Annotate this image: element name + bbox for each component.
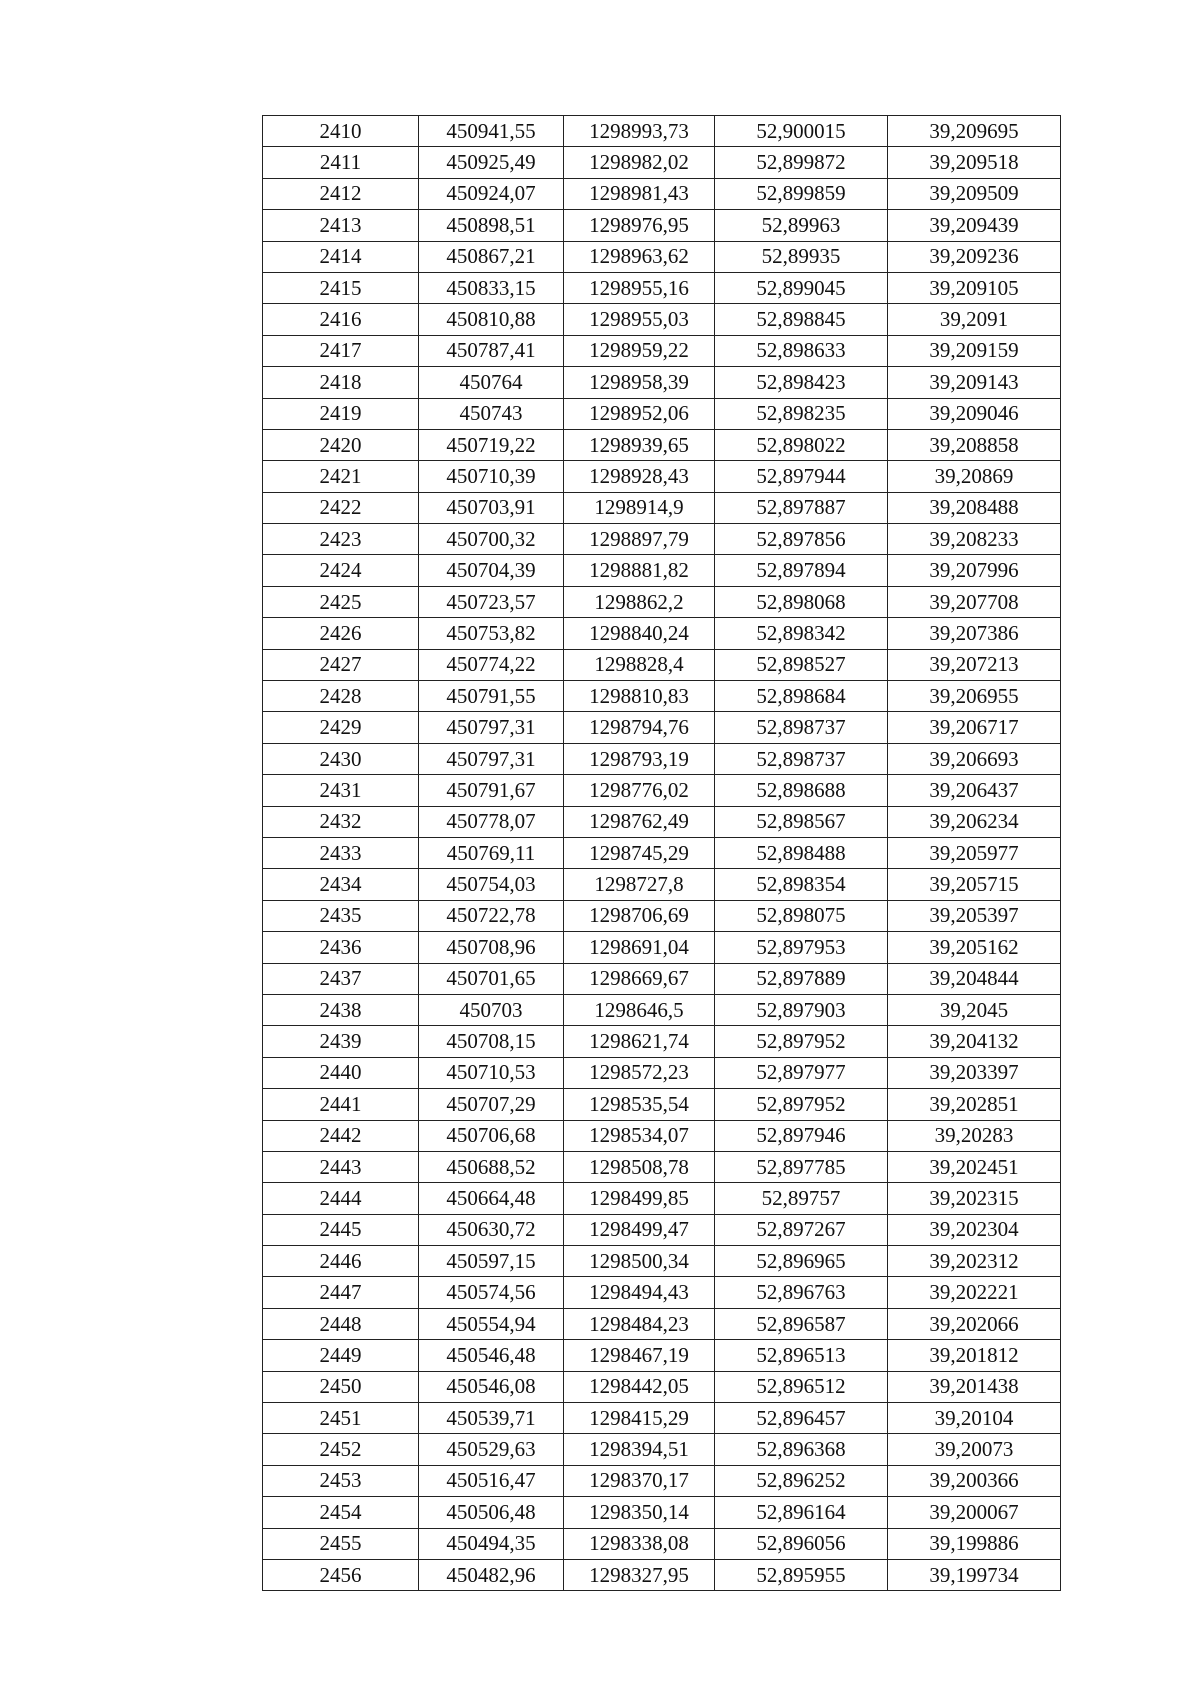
y-coordinate-cell: 1298745,29 [564, 837, 715, 868]
latitude-cell: 52,898527 [715, 649, 888, 680]
longitude-cell: 39,202851 [888, 1089, 1061, 1120]
table-row [263, 178, 1061, 209]
y-coordinate-cell: 1298776,02 [564, 775, 715, 806]
point-number-cell: 2443 [263, 1151, 419, 1182]
y-coordinate-cell: 1298976,95 [564, 210, 715, 241]
y-coordinate-cell: 1298955,16 [564, 272, 715, 303]
y-coordinate-cell: 1298982,02 [564, 147, 715, 178]
point-number-cell: 2420 [263, 429, 419, 460]
x-coordinate-cell: 450791,67 [419, 775, 564, 806]
longitude-cell: 39,20869 [888, 461, 1061, 492]
y-coordinate-cell: 1298928,43 [564, 461, 715, 492]
y-coordinate-cell: 1298993,73 [564, 116, 715, 147]
longitude-cell: 39,200366 [888, 1465, 1061, 1496]
y-coordinate-cell: 1298534,07 [564, 1120, 715, 1151]
latitude-cell: 52,89963 [715, 210, 888, 241]
latitude-cell: 52,897952 [715, 1089, 888, 1120]
latitude-cell: 52,897944 [715, 461, 888, 492]
point-number-cell: 2430 [263, 743, 419, 774]
table-row [263, 900, 1061, 931]
y-coordinate-cell: 1298646,5 [564, 994, 715, 1025]
y-coordinate-cell: 1298939,65 [564, 429, 715, 460]
table-row [263, 1465, 1061, 1496]
longitude-cell: 39,199886 [888, 1528, 1061, 1559]
point-number-cell: 2428 [263, 681, 419, 712]
point-number-cell: 2444 [263, 1183, 419, 1214]
latitude-cell: 52,898737 [715, 743, 888, 774]
x-coordinate-cell: 450867,21 [419, 241, 564, 272]
x-coordinate-cell: 450787,41 [419, 335, 564, 366]
x-coordinate-cell: 450708,15 [419, 1026, 564, 1057]
latitude-cell: 52,900015 [715, 116, 888, 147]
y-coordinate-cell: 1298762,49 [564, 806, 715, 837]
longitude-cell: 39,209439 [888, 210, 1061, 241]
table-row [263, 461, 1061, 492]
point-number-cell: 2418 [263, 367, 419, 398]
longitude-cell: 39,203397 [888, 1057, 1061, 1088]
x-coordinate-cell: 450898,51 [419, 210, 564, 241]
x-coordinate-cell: 450743 [419, 398, 564, 429]
x-coordinate-cell: 450516,47 [419, 1465, 564, 1496]
table-row [263, 649, 1061, 680]
point-number-cell: 2441 [263, 1089, 419, 1120]
latitude-cell: 52,896056 [715, 1528, 888, 1559]
x-coordinate-cell: 450539,71 [419, 1403, 564, 1434]
x-coordinate-cell: 450754,03 [419, 869, 564, 900]
x-coordinate-cell: 450941,55 [419, 116, 564, 147]
x-coordinate-cell: 450482,96 [419, 1559, 564, 1590]
x-coordinate-cell: 450546,08 [419, 1371, 564, 1402]
longitude-cell: 39,207708 [888, 586, 1061, 617]
longitude-cell: 39,202066 [888, 1308, 1061, 1339]
longitude-cell: 39,206234 [888, 806, 1061, 837]
table-row [263, 775, 1061, 806]
latitude-cell: 52,896587 [715, 1308, 888, 1339]
longitude-cell: 39,201812 [888, 1340, 1061, 1371]
table-row [263, 1120, 1061, 1151]
point-number-cell: 2447 [263, 1277, 419, 1308]
latitude-cell: 52,898845 [715, 304, 888, 335]
latitude-cell: 52,897894 [715, 555, 888, 586]
longitude-cell: 39,209236 [888, 241, 1061, 272]
latitude-cell: 52,898075 [715, 900, 888, 931]
table-row [263, 1308, 1061, 1339]
point-number-cell: 2432 [263, 806, 419, 837]
y-coordinate-cell: 1298881,82 [564, 555, 715, 586]
table-row [263, 1340, 1061, 1371]
y-coordinate-cell: 1298442,05 [564, 1371, 715, 1402]
x-coordinate-cell: 450723,57 [419, 586, 564, 617]
latitude-cell: 52,898068 [715, 586, 888, 617]
point-number-cell: 2410 [263, 116, 419, 147]
coordinates-table-body [263, 116, 1061, 1591]
table-row [263, 681, 1061, 712]
point-number-cell: 2453 [263, 1465, 419, 1496]
table-row [263, 116, 1061, 147]
table-row [263, 1434, 1061, 1465]
longitude-cell: 39,206955 [888, 681, 1061, 712]
latitude-cell: 52,898688 [715, 775, 888, 806]
longitude-cell: 39,208488 [888, 492, 1061, 523]
latitude-cell: 52,896252 [715, 1465, 888, 1496]
x-coordinate-cell: 450701,65 [419, 963, 564, 994]
longitude-cell: 39,209518 [888, 147, 1061, 178]
table-row [263, 555, 1061, 586]
x-coordinate-cell: 450753,82 [419, 618, 564, 649]
table-row [263, 963, 1061, 994]
longitude-cell: 39,209159 [888, 335, 1061, 366]
y-coordinate-cell: 1298793,19 [564, 743, 715, 774]
longitude-cell: 39,209143 [888, 367, 1061, 398]
y-coordinate-cell: 1298500,34 [564, 1246, 715, 1277]
y-coordinate-cell: 1298955,03 [564, 304, 715, 335]
latitude-cell: 52,897785 [715, 1151, 888, 1182]
latitude-cell: 52,896512 [715, 1371, 888, 1402]
point-number-cell: 2455 [263, 1528, 419, 1559]
x-coordinate-cell: 450706,68 [419, 1120, 564, 1151]
y-coordinate-cell: 1298706,69 [564, 900, 715, 931]
point-number-cell: 2438 [263, 994, 419, 1025]
table-row [263, 837, 1061, 868]
table-row [263, 1528, 1061, 1559]
latitude-cell: 52,897267 [715, 1214, 888, 1245]
table-row [263, 1183, 1061, 1214]
x-coordinate-cell: 450722,78 [419, 900, 564, 931]
point-number-cell: 2449 [263, 1340, 419, 1371]
longitude-cell: 39,2045 [888, 994, 1061, 1025]
table-row [263, 524, 1061, 555]
longitude-cell: 39,2091 [888, 304, 1061, 335]
longitude-cell: 39,208858 [888, 429, 1061, 460]
table-row [263, 586, 1061, 617]
x-coordinate-cell: 450710,53 [419, 1057, 564, 1088]
y-coordinate-cell: 1298494,43 [564, 1277, 715, 1308]
longitude-cell: 39,199734 [888, 1559, 1061, 1590]
longitude-cell: 39,206437 [888, 775, 1061, 806]
table-row [263, 1214, 1061, 1245]
table-row [263, 1057, 1061, 1088]
table-row [263, 1089, 1061, 1120]
longitude-cell: 39,206693 [888, 743, 1061, 774]
x-coordinate-cell: 450810,88 [419, 304, 564, 335]
longitude-cell: 39,202451 [888, 1151, 1061, 1182]
latitude-cell: 52,898567 [715, 806, 888, 837]
y-coordinate-cell: 1298338,08 [564, 1528, 715, 1559]
longitude-cell: 39,209046 [888, 398, 1061, 429]
latitude-cell: 52,896965 [715, 1246, 888, 1277]
latitude-cell: 52,897856 [715, 524, 888, 555]
table-row [263, 241, 1061, 272]
x-coordinate-cell: 450529,63 [419, 1434, 564, 1465]
x-coordinate-cell: 450719,22 [419, 429, 564, 460]
x-coordinate-cell: 450554,94 [419, 1308, 564, 1339]
y-coordinate-cell: 1298862,2 [564, 586, 715, 617]
table-row [263, 1026, 1061, 1057]
table-row [263, 1497, 1061, 1528]
latitude-cell: 52,897903 [715, 994, 888, 1025]
latitude-cell: 52,898684 [715, 681, 888, 712]
table-row [263, 304, 1061, 335]
x-coordinate-cell: 450664,48 [419, 1183, 564, 1214]
y-coordinate-cell: 1298508,78 [564, 1151, 715, 1182]
latitude-cell: 52,898342 [715, 618, 888, 649]
table-row [263, 1277, 1061, 1308]
latitude-cell: 52,898737 [715, 712, 888, 743]
point-number-cell: 2445 [263, 1214, 419, 1245]
y-coordinate-cell: 1298499,47 [564, 1214, 715, 1245]
y-coordinate-cell: 1298499,85 [564, 1183, 715, 1214]
x-coordinate-cell: 450769,11 [419, 837, 564, 868]
y-coordinate-cell: 1298981,43 [564, 178, 715, 209]
longitude-cell: 39,202221 [888, 1277, 1061, 1308]
x-coordinate-cell: 450630,72 [419, 1214, 564, 1245]
point-number-cell: 2413 [263, 210, 419, 241]
y-coordinate-cell: 1298484,23 [564, 1308, 715, 1339]
latitude-cell: 52,89935 [715, 241, 888, 272]
latitude-cell: 52,895955 [715, 1559, 888, 1590]
x-coordinate-cell: 450494,35 [419, 1528, 564, 1559]
point-number-cell: 2454 [263, 1497, 419, 1528]
y-coordinate-cell: 1298794,76 [564, 712, 715, 743]
coordinates-table [262, 115, 1061, 1591]
latitude-cell: 52,897977 [715, 1057, 888, 1088]
y-coordinate-cell: 1298535,54 [564, 1089, 715, 1120]
y-coordinate-cell: 1298394,51 [564, 1434, 715, 1465]
x-coordinate-cell: 450924,07 [419, 178, 564, 209]
latitude-cell: 52,898022 [715, 429, 888, 460]
latitude-cell: 52,899045 [715, 272, 888, 303]
y-coordinate-cell: 1298963,62 [564, 241, 715, 272]
longitude-cell: 39,200067 [888, 1497, 1061, 1528]
y-coordinate-cell: 1298828,4 [564, 649, 715, 680]
table-row [263, 869, 1061, 900]
y-coordinate-cell: 1298572,23 [564, 1057, 715, 1088]
point-number-cell: 2411 [263, 147, 419, 178]
y-coordinate-cell: 1298897,79 [564, 524, 715, 555]
y-coordinate-cell: 1298691,04 [564, 932, 715, 963]
x-coordinate-cell: 450833,15 [419, 272, 564, 303]
point-number-cell: 2436 [263, 932, 419, 963]
x-coordinate-cell: 450778,07 [419, 806, 564, 837]
y-coordinate-cell: 1298350,14 [564, 1497, 715, 1528]
point-number-cell: 2434 [263, 869, 419, 900]
y-coordinate-cell: 1298669,67 [564, 963, 715, 994]
point-number-cell: 2450 [263, 1371, 419, 1402]
x-coordinate-cell: 450797,31 [419, 712, 564, 743]
x-coordinate-cell: 450506,48 [419, 1497, 564, 1528]
latitude-cell: 52,897889 [715, 963, 888, 994]
x-coordinate-cell: 450546,48 [419, 1340, 564, 1371]
latitude-cell: 52,898354 [715, 869, 888, 900]
point-number-cell: 2437 [263, 963, 419, 994]
point-number-cell: 2419 [263, 398, 419, 429]
longitude-cell: 39,202315 [888, 1183, 1061, 1214]
latitude-cell: 52,898488 [715, 837, 888, 868]
latitude-cell: 52,896164 [715, 1497, 888, 1528]
x-coordinate-cell: 450791,55 [419, 681, 564, 712]
point-number-cell: 2416 [263, 304, 419, 335]
y-coordinate-cell: 1298415,29 [564, 1403, 715, 1434]
y-coordinate-cell: 1298810,83 [564, 681, 715, 712]
table-row [263, 932, 1061, 963]
longitude-cell: 39,207386 [888, 618, 1061, 649]
point-number-cell: 2429 [263, 712, 419, 743]
longitude-cell: 39,204844 [888, 963, 1061, 994]
point-number-cell: 2427 [263, 649, 419, 680]
point-number-cell: 2452 [263, 1434, 419, 1465]
table-row [263, 1371, 1061, 1402]
longitude-cell: 39,209695 [888, 116, 1061, 147]
point-number-cell: 2442 [263, 1120, 419, 1151]
latitude-cell: 52,897953 [715, 932, 888, 963]
longitude-cell: 39,205977 [888, 837, 1061, 868]
point-number-cell: 2456 [263, 1559, 419, 1590]
longitude-cell: 39,207213 [888, 649, 1061, 680]
longitude-cell: 39,20283 [888, 1120, 1061, 1151]
table-row [263, 492, 1061, 523]
y-coordinate-cell: 1298467,19 [564, 1340, 715, 1371]
table-row [263, 1246, 1061, 1277]
table-row [263, 335, 1061, 366]
point-number-cell: 2431 [263, 775, 419, 806]
longitude-cell: 39,205397 [888, 900, 1061, 931]
longitude-cell: 39,20104 [888, 1403, 1061, 1434]
table-row [263, 272, 1061, 303]
latitude-cell: 52,896457 [715, 1403, 888, 1434]
latitude-cell: 52,898423 [715, 367, 888, 398]
table-row [263, 210, 1061, 241]
point-number-cell: 2446 [263, 1246, 419, 1277]
y-coordinate-cell: 1298370,17 [564, 1465, 715, 1496]
table-row [263, 1559, 1061, 1590]
point-number-cell: 2415 [263, 272, 419, 303]
point-number-cell: 2426 [263, 618, 419, 649]
table-row [263, 398, 1061, 429]
x-coordinate-cell: 450764 [419, 367, 564, 398]
y-coordinate-cell: 1298840,24 [564, 618, 715, 649]
table-row [263, 147, 1061, 178]
latitude-cell: 52,896513 [715, 1340, 888, 1371]
x-coordinate-cell: 450703,91 [419, 492, 564, 523]
latitude-cell: 52,89757 [715, 1183, 888, 1214]
y-coordinate-cell: 1298327,95 [564, 1559, 715, 1590]
point-number-cell: 2412 [263, 178, 419, 209]
y-coordinate-cell: 1298914,9 [564, 492, 715, 523]
table-row [263, 367, 1061, 398]
x-coordinate-cell: 450700,32 [419, 524, 564, 555]
x-coordinate-cell: 450597,15 [419, 1246, 564, 1277]
table-row [263, 712, 1061, 743]
y-coordinate-cell: 1298959,22 [564, 335, 715, 366]
table-row [263, 994, 1061, 1025]
point-number-cell: 2414 [263, 241, 419, 272]
point-number-cell: 2439 [263, 1026, 419, 1057]
point-number-cell: 2433 [263, 837, 419, 868]
x-coordinate-cell: 450710,39 [419, 461, 564, 492]
y-coordinate-cell: 1298952,06 [564, 398, 715, 429]
longitude-cell: 39,209105 [888, 272, 1061, 303]
table-row [263, 1151, 1061, 1182]
longitude-cell: 39,20073 [888, 1434, 1061, 1465]
table-row [263, 1403, 1061, 1434]
latitude-cell: 52,897952 [715, 1026, 888, 1057]
point-number-cell: 2422 [263, 492, 419, 523]
x-coordinate-cell: 450574,56 [419, 1277, 564, 1308]
longitude-cell: 39,209509 [888, 178, 1061, 209]
y-coordinate-cell: 1298958,39 [564, 367, 715, 398]
x-coordinate-cell: 450797,31 [419, 743, 564, 774]
latitude-cell: 52,897946 [715, 1120, 888, 1151]
longitude-cell: 39,201438 [888, 1371, 1061, 1402]
longitude-cell: 39,204132 [888, 1026, 1061, 1057]
table-row [263, 806, 1061, 837]
longitude-cell: 39,206717 [888, 712, 1061, 743]
longitude-cell: 39,202312 [888, 1246, 1061, 1277]
longitude-cell: 39,205162 [888, 932, 1061, 963]
point-number-cell: 2435 [263, 900, 419, 931]
latitude-cell: 52,898235 [715, 398, 888, 429]
x-coordinate-cell: 450774,22 [419, 649, 564, 680]
point-number-cell: 2424 [263, 555, 419, 586]
point-number-cell: 2423 [263, 524, 419, 555]
y-coordinate-cell: 1298621,74 [564, 1026, 715, 1057]
latitude-cell: 52,896763 [715, 1277, 888, 1308]
x-coordinate-cell: 450708,96 [419, 932, 564, 963]
latitude-cell: 52,899859 [715, 178, 888, 209]
point-number-cell: 2448 [263, 1308, 419, 1339]
table-row [263, 618, 1061, 649]
table-row [263, 429, 1061, 460]
longitude-cell: 39,208233 [888, 524, 1061, 555]
point-number-cell: 2421 [263, 461, 419, 492]
latitude-cell: 52,899872 [715, 147, 888, 178]
longitude-cell: 39,207996 [888, 555, 1061, 586]
latitude-cell: 52,897887 [715, 492, 888, 523]
longitude-cell: 39,202304 [888, 1214, 1061, 1245]
x-coordinate-cell: 450703 [419, 994, 564, 1025]
x-coordinate-cell: 450688,52 [419, 1151, 564, 1182]
point-number-cell: 2451 [263, 1403, 419, 1434]
latitude-cell: 52,896368 [715, 1434, 888, 1465]
x-coordinate-cell: 450704,39 [419, 555, 564, 586]
y-coordinate-cell: 1298727,8 [564, 869, 715, 900]
longitude-cell: 39,205715 [888, 869, 1061, 900]
point-number-cell: 2417 [263, 335, 419, 366]
point-number-cell: 2440 [263, 1057, 419, 1088]
latitude-cell: 52,898633 [715, 335, 888, 366]
x-coordinate-cell: 450925,49 [419, 147, 564, 178]
x-coordinate-cell: 450707,29 [419, 1089, 564, 1120]
table-row [263, 743, 1061, 774]
point-number-cell: 2425 [263, 586, 419, 617]
